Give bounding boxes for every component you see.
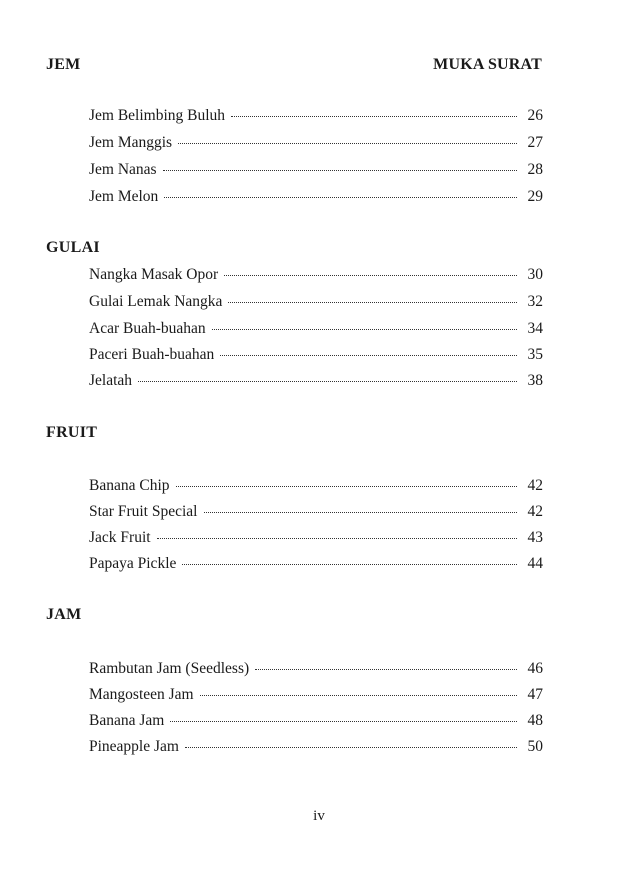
dot-leader — [178, 143, 517, 144]
entry-page: 42 — [527, 503, 543, 520]
dot-leader — [164, 197, 517, 198]
toc-entry — [89, 660, 543, 682]
entry-title: Acar Buah-buahan — [89, 320, 206, 337]
entry-title: Rambutan Jam (Seedless) — [89, 660, 250, 677]
dot-leader — [163, 170, 517, 171]
entry-page: 42 — [527, 477, 543, 494]
toc-entry — [89, 477, 543, 499]
toc-entry — [89, 529, 543, 551]
toc-entry — [89, 320, 543, 342]
entry-page: 35 — [527, 346, 543, 363]
dot-leader — [204, 512, 518, 513]
dot-leader — [212, 329, 517, 330]
toc-entry — [89, 107, 543, 129]
entry-page: 34 — [527, 320, 543, 337]
dot-leader — [228, 302, 517, 303]
entry-page: 29 — [527, 188, 543, 205]
entry-title: Jelatah — [89, 372, 133, 389]
entry-title: Banana Chip — [89, 477, 170, 494]
toc-entry — [89, 686, 543, 708]
dot-leader — [231, 116, 517, 117]
toc-entry — [89, 503, 543, 525]
dot-leader — [138, 381, 517, 382]
entry-title: Jem Manggis — [89, 134, 173, 151]
entry-title: Pineapple Jam — [89, 738, 179, 755]
entry-page: 26 — [527, 107, 543, 124]
entry-title: Banana Jam — [89, 712, 165, 729]
dot-leader — [224, 275, 517, 276]
entry-title: Jack Fruit — [89, 529, 151, 546]
toc-entry — [89, 555, 543, 577]
entry-title: Star Fruit Special — [89, 503, 198, 520]
toc-entry — [89, 738, 543, 760]
entry-title: Jem Nanas — [89, 161, 157, 178]
page-number: iv — [313, 808, 325, 824]
entry-title: Mangosteen Jam — [89, 686, 194, 703]
dot-leader — [220, 355, 517, 356]
dot-leader — [182, 564, 517, 565]
entry-page: 32 — [527, 293, 543, 310]
entry-title: Paceri Buah-buahan — [89, 346, 215, 363]
dot-leader — [185, 747, 517, 748]
dot-leader — [157, 538, 517, 539]
entry-title: Papaya Pickle — [89, 555, 177, 572]
toc-entry — [89, 188, 543, 210]
toc-entry — [89, 712, 543, 734]
entry-page: 44 — [527, 555, 543, 572]
section-heading-fruit: FRUIT — [46, 424, 98, 441]
dot-leader — [255, 669, 517, 670]
section-heading-jam: JAM — [46, 606, 82, 623]
entry-page: 43 — [527, 529, 543, 546]
entry-page: 27 — [527, 134, 543, 151]
toc-entry — [89, 161, 543, 183]
toc-entry — [89, 293, 543, 315]
entry-page: 48 — [527, 712, 543, 729]
entry-page: 30 — [527, 266, 543, 283]
section-heading-gulai: GULAI — [46, 239, 100, 256]
column-heading-muka-surat: MUKA SURAT — [433, 56, 542, 73]
entry-page: 28 — [527, 161, 543, 178]
dot-leader — [170, 721, 517, 722]
toc-entry — [89, 372, 543, 394]
entry-title: Nangka Masak Opor — [89, 266, 219, 283]
toc-entry — [89, 266, 543, 288]
entry-page: 38 — [527, 372, 543, 389]
entry-title: Jem Belimbing Buluh — [89, 107, 226, 124]
section-heading-jem: JEM — [46, 56, 81, 73]
dot-leader — [200, 695, 517, 696]
entry-page: 50 — [527, 738, 543, 755]
entry-title: Jem Melon — [89, 188, 159, 205]
entry-title: Gulai Lemak Nangka — [89, 293, 223, 310]
toc-entry — [89, 134, 543, 156]
dot-leader — [176, 486, 518, 487]
entry-page: 47 — [527, 686, 543, 703]
toc-entry — [89, 346, 543, 368]
entry-page: 46 — [527, 660, 543, 677]
